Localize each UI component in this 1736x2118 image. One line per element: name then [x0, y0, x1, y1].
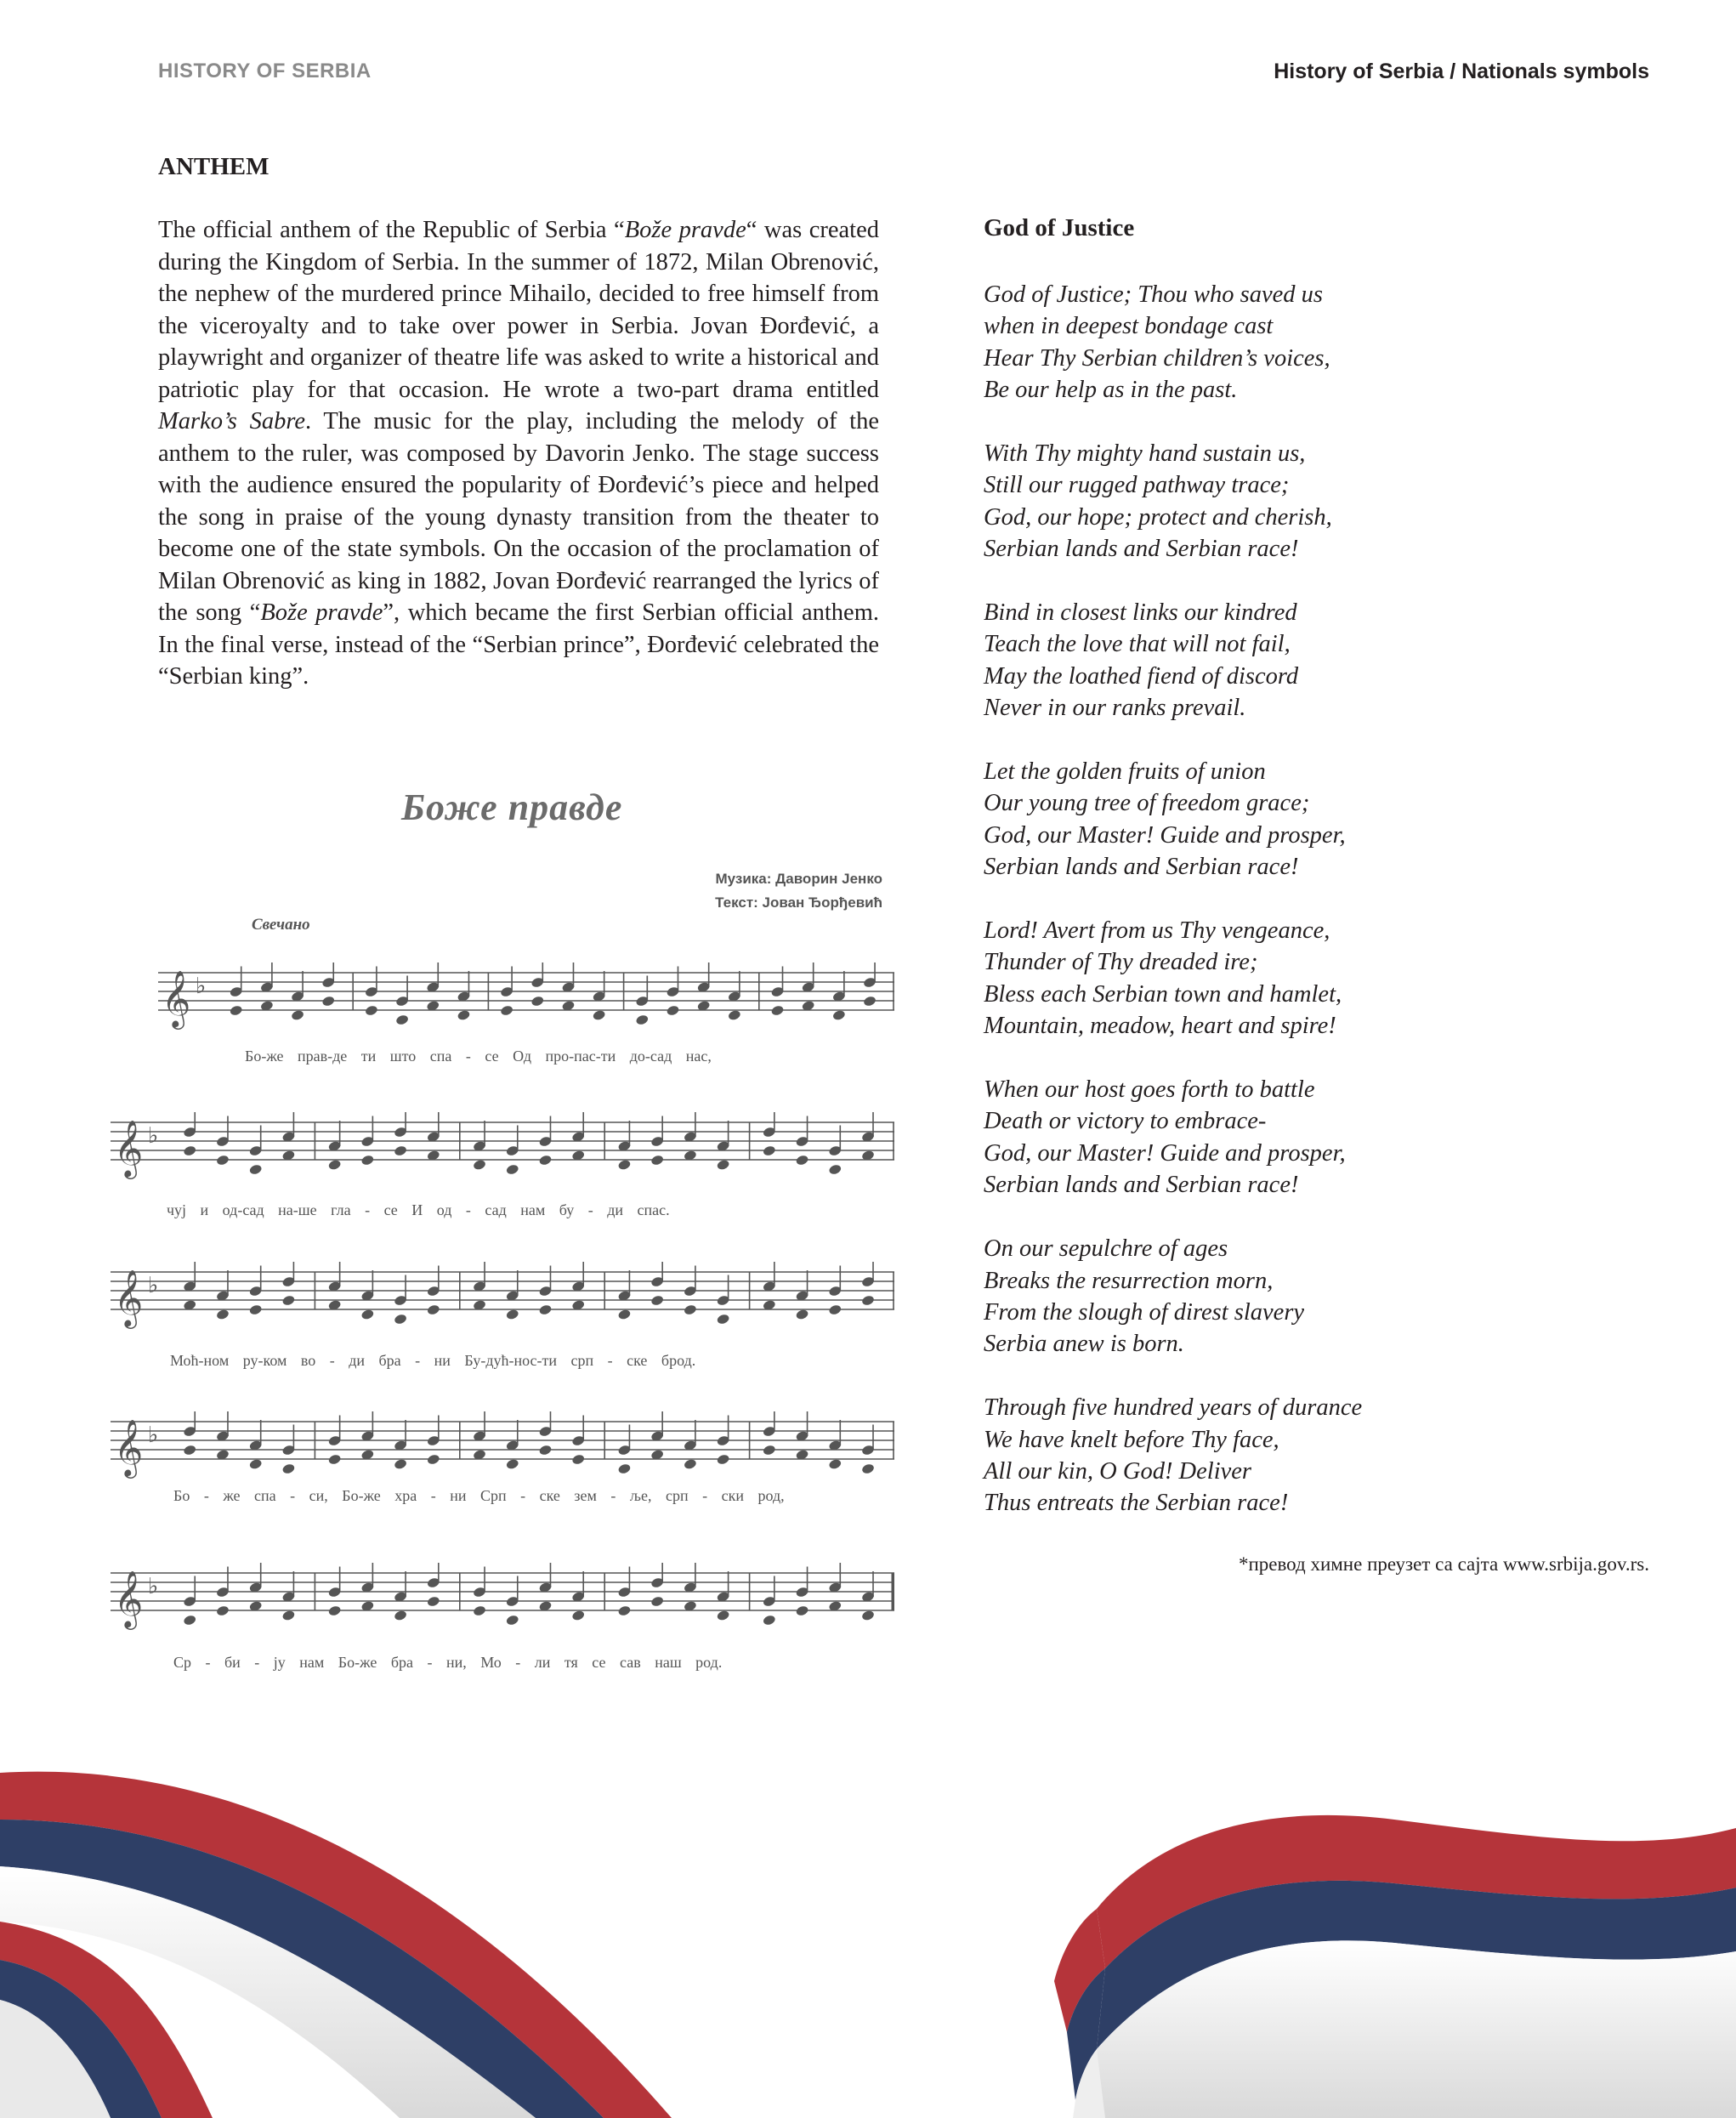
- poem-line: when in deepest bondage cast: [984, 313, 1274, 340]
- note-head: [861, 1610, 876, 1621]
- poem-line: On our sepulchre of ages: [984, 1235, 1228, 1263]
- poem-line: With Thy mighty hand sustain us,: [984, 440, 1306, 468]
- note-head: [770, 1004, 785, 1016]
- body-text-part-3: . The music for the play, including the melody of the anthem to the ruler, was composed by Davorin Jenko. The stage success with the audience ensured the popularity of Đorđević’s piece and helped the song in praise of the young dynasty transition from the theater to become one of the state symbols. On the occasion of the proclamation of Milan Obrenović as king in 1882, Jovan Đorđević rearranged the lyrics of the song “: [158, 408, 879, 626]
- poem-line: Let the golden fruits of union: [984, 758, 1266, 786]
- poem-line: Serbian lands and Serbian race!: [984, 536, 1299, 563]
- music-staff-5: [111, 1563, 894, 1627]
- note-head: [666, 1004, 680, 1016]
- anthem-history-paragraph: [158, 214, 879, 693]
- note-head: [571, 1453, 586, 1465]
- flat-sign-icon: ♭: [196, 974, 207, 998]
- note-head: [617, 1462, 632, 1474]
- poem-line: Lord! Avert from us Thy vengeance,: [984, 917, 1330, 945]
- serbian-flag-ribbon-decoration: [0, 1726, 1736, 2118]
- poem-title: God of Justice: [984, 214, 1135, 241]
- poem-line: Breaks the resurrection morn,: [984, 1267, 1274, 1294]
- note-head: [360, 1309, 375, 1320]
- note-head: [684, 1458, 698, 1470]
- note-head: [828, 1303, 842, 1315]
- note-head: [321, 995, 336, 1007]
- note-head: [183, 1614, 197, 1626]
- poem-line: Thus entreats the Serbian race!: [984, 1490, 1289, 1517]
- treble-clef-icon: 𝄞: [162, 969, 191, 1027]
- poem-line: Through five hundred years of durance: [984, 1394, 1363, 1422]
- poem-line: Our young tree of freedom grace;: [984, 790, 1310, 817]
- poem-line: When our host goes forth to battle: [984, 1076, 1315, 1104]
- body-italic-3: Bože pravde: [260, 599, 383, 626]
- note-head: [530, 995, 545, 1007]
- note-head: [473, 1159, 487, 1171]
- note-head: [617, 1309, 632, 1320]
- note-head: [216, 1604, 230, 1616]
- body-text-part-4: ”, which became the first Serbian official anthem. In the final verse, instead of the “Serbian prince”, Đorđević celebrated the “Serbian king”.: [158, 599, 880, 690]
- staff-lyrics-5: Ср - би - ју нам Бо-же бра - ни, Мо - ли тя се сав наш род.: [173, 1654, 723, 1671]
- note-head: [650, 1154, 665, 1166]
- note-head: [327, 1453, 342, 1465]
- staff-notation: [111, 1563, 894, 1648]
- note-head: [500, 1004, 514, 1016]
- anthem-translation-poem: [984, 279, 1630, 1551]
- note-head: [828, 1163, 842, 1175]
- poem-line: Serbian lands and Serbian race!: [984, 854, 1299, 881]
- staff-notation: [111, 1411, 894, 1496]
- note-head: [505, 1614, 519, 1626]
- note-head: [763, 1444, 777, 1456]
- staff-notation: [111, 1112, 894, 1197]
- note-head: [394, 1610, 408, 1621]
- note-head: [716, 1610, 730, 1621]
- body-italic-2: Marko’s Sabre: [158, 408, 306, 434]
- note-head: [650, 1294, 665, 1306]
- poem-line: Serbian lands and Serbian race!: [984, 1172, 1299, 1199]
- note-head: [457, 1009, 471, 1021]
- note-head: [216, 1154, 230, 1166]
- poem-line: Bless each Serbian town and hamlet,: [984, 980, 1342, 1008]
- body-text-part-1: The official anthem of the Republic of Serbia “: [158, 217, 625, 243]
- note-head: [394, 1313, 408, 1325]
- note-head: [183, 1144, 197, 1156]
- poem-line: Serbia anew is born.: [984, 1331, 1184, 1358]
- poem-line: Still our rugged pathway trace;: [984, 472, 1290, 499]
- poem-line: From the slough of direst slavery: [984, 1298, 1305, 1326]
- music-staff-4: [111, 1411, 894, 1476]
- note-head: [427, 1595, 441, 1607]
- note-head: [861, 1462, 876, 1474]
- flat-sign-icon: ♭: [148, 1273, 159, 1297]
- treble-clef-icon: 𝄞: [114, 1119, 144, 1177]
- note-head: [229, 1004, 243, 1016]
- note-head: [795, 1604, 809, 1616]
- treble-clef-icon: 𝄞: [114, 1418, 144, 1476]
- note-head: [394, 1144, 408, 1156]
- staff-lyrics-2: чуј и од-сад на-ше гла - се И од - сад нам бу - ди спас.: [167, 1201, 670, 1218]
- note-head: [365, 1004, 379, 1016]
- poem-line: Death or victory to embrace-: [984, 1108, 1267, 1135]
- staff-notation: [158, 962, 894, 1048]
- running-header-left: HISTORY OF SERBIA: [158, 60, 372, 82]
- poem-line: We have knelt before Thy face,: [984, 1426, 1279, 1453]
- note-head: [427, 1453, 441, 1465]
- note-head: [828, 1458, 842, 1470]
- note-head: [327, 1604, 342, 1616]
- note-head: [716, 1159, 730, 1171]
- note-head: [505, 1458, 519, 1470]
- note-head: [281, 1610, 296, 1621]
- note-head: [505, 1163, 519, 1175]
- body-italic-1: Bože pravde: [624, 217, 746, 243]
- poem-line: God, our Master! Guide and prosper,: [984, 1139, 1346, 1167]
- note-head: [183, 1444, 197, 1456]
- note-head: [291, 1009, 305, 1021]
- note-head: [360, 1154, 375, 1166]
- flat-sign-icon: ♭: [148, 1574, 159, 1598]
- note-head: [281, 1462, 296, 1474]
- poem-stanza: [984, 1074, 1630, 1201]
- music-lyricist-credit: Текст: Јован Ђорђевић: [715, 894, 882, 911]
- note-head: [281, 1294, 296, 1306]
- note-head: [795, 1309, 809, 1320]
- music-composer-credit: Музика: Даворин Јенко: [715, 871, 882, 887]
- poem-line: Be our help as in the past.: [984, 377, 1238, 404]
- poem-line: Bind in closest links our kindred: [984, 599, 1297, 627]
- note-head: [248, 1163, 263, 1175]
- note-head: [716, 1453, 730, 1465]
- staff-lyrics-1: Бо-же прав-де ти што спа - се Од про-пас-ти до-сад нас,: [245, 1048, 712, 1065]
- poem-line: May the loathed fiend of discord: [984, 662, 1299, 690]
- note-head: [505, 1309, 519, 1320]
- note-head: [327, 1159, 342, 1171]
- note-head: [394, 1458, 408, 1470]
- poem-stanza: [984, 756, 1630, 883]
- note-head: [795, 1154, 809, 1166]
- treble-clef-icon: 𝄞: [114, 1269, 144, 1326]
- note-head: [728, 1009, 742, 1021]
- note-head: [617, 1604, 632, 1616]
- staff-notation: [111, 1262, 894, 1347]
- tempo-marking: Свечано: [252, 916, 310, 934]
- note-head: [650, 1595, 665, 1607]
- poem-line: Mountain, meadow, heart and spire!: [984, 1013, 1336, 1040]
- section-title: ANTHEM: [158, 153, 269, 180]
- note-head: [473, 1604, 487, 1616]
- note-head: [863, 995, 877, 1007]
- note-head: [427, 1303, 441, 1315]
- poem-stanza: [984, 438, 1630, 565]
- note-head: [617, 1159, 632, 1171]
- note-head: [763, 1614, 777, 1626]
- translation-source-footnote: *превод химне преузет са сајта www.srbija.gov.rs.: [1238, 1553, 1649, 1575]
- poem-line: God, our hope; protect and cherish,: [984, 503, 1332, 531]
- note-head: [861, 1294, 876, 1306]
- poem-stanza: [984, 915, 1630, 1042]
- note-head: [716, 1313, 730, 1325]
- music-staff-3: [111, 1262, 894, 1326]
- poem-line: All our kin, O God! Deliver: [984, 1457, 1252, 1485]
- sheet-music-title: Боже правде: [401, 786, 623, 828]
- staff-lyrics-3: Моћ-ном ру-ком во - ди бра - ни Бу-дућ-нос-ти срп - ске брод.: [170, 1352, 696, 1369]
- note-head: [763, 1144, 777, 1156]
- poem-line: Thunder of Thy dreaded ire;: [984, 949, 1258, 976]
- poem-stanza: [984, 1233, 1630, 1360]
- note-head: [832, 1009, 847, 1021]
- music-staff-2: [111, 1112, 894, 1177]
- note-head: [538, 1154, 553, 1166]
- poem-stanza: [984, 279, 1630, 406]
- poem-line: God, our Master! Guide and prosper,: [984, 821, 1346, 849]
- note-head: [538, 1444, 553, 1456]
- poem-line: Teach the love that will not fail,: [984, 631, 1291, 658]
- poem-line: Never in our ranks prevail.: [984, 695, 1246, 722]
- poem-line: Hear Thy Serbian children’s voices,: [984, 344, 1330, 372]
- treble-clef-icon: 𝄞: [114, 1570, 144, 1627]
- poem-stanza: [984, 1392, 1630, 1519]
- poem-line: God of Justice; Thou who saved us: [984, 281, 1323, 308]
- body-text-part-2: “ was created during the Kingdom of Serbia. In the summer of 1872, Milan Obrenović, the nephew of the murdered prince Mihailo, decided to free himself from the viceroyalty and to take over power in Serbia. Jovan Đorđević, a playwright and organizer of theatre life was asked to write a historical and patriotic play for that occasion. He wrote a two-part drama entitled: [158, 217, 879, 403]
- note-head: [592, 1009, 606, 1021]
- poem-stanza: [984, 597, 1630, 724]
- note-head: [684, 1303, 698, 1315]
- music-staff-1: [158, 962, 894, 1027]
- note-head: [571, 1610, 586, 1621]
- note-head: [216, 1309, 230, 1320]
- note-head: [248, 1303, 263, 1315]
- running-header-right: History of Serbia / Nationals symbols: [1274, 60, 1649, 83]
- staff-lyrics-4: Бо - же спа - си, Бо-же хра - ни Срп - ске зем - ље, срп - ски род,: [173, 1487, 785, 1504]
- note-head: [635, 1014, 650, 1025]
- note-head: [538, 1303, 553, 1315]
- flat-sign-icon: ♭: [148, 1123, 159, 1148]
- flat-sign-icon: ♭: [148, 1422, 159, 1447]
- note-head: [248, 1458, 263, 1470]
- note-head: [395, 1014, 410, 1025]
